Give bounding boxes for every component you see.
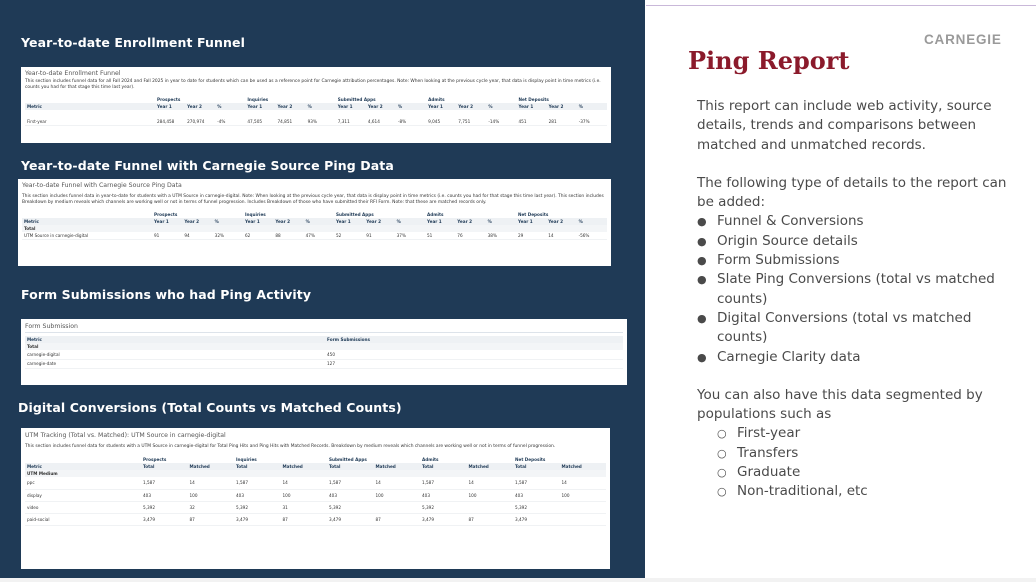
cell-value: 270,974	[185, 118, 215, 125]
details-list-item: ● Form Submissions	[697, 251, 1017, 270]
report-body	[697, 97, 1017, 502]
group-label: Submitted Apps	[329, 457, 367, 462]
group-label: Admits	[422, 457, 439, 462]
cell-value: 403	[141, 489, 188, 501]
cell-value: 100	[188, 489, 235, 501]
card-divider	[25, 332, 623, 333]
cell-value: 281	[547, 118, 577, 125]
details-intro: The following type of details to the report can be added:	[697, 174, 1007, 211]
subcol-header: Matched	[188, 463, 235, 470]
group-header-row	[22, 211, 607, 218]
cell-value	[560, 501, 607, 513]
band-row	[22, 225, 607, 232]
bottom-divider	[0, 578, 1036, 582]
cell-value: 62	[243, 232, 273, 239]
digital-conversions-table	[25, 456, 606, 526]
cell-value: 93%	[306, 118, 336, 125]
cell-value: 87	[467, 513, 514, 525]
subcol-header: Year 2	[547, 103, 577, 110]
subcol-header: %	[577, 218, 607, 225]
cell-value: 31	[281, 501, 328, 513]
details-list-item: ● Slate Ping Conversions (total vs matched counts)	[697, 270, 1017, 309]
form-submissions-header: Form Submissions	[325, 336, 623, 343]
cell-value: 5,392	[234, 501, 281, 513]
cell-value: 5,392	[420, 501, 467, 513]
group-label: Prospects	[154, 212, 178, 217]
group-spacer	[22, 211, 152, 218]
segment-list-item: ○ Transfers	[697, 444, 1017, 463]
cell-value: 3,479	[234, 513, 281, 525]
cell-value: 450	[325, 350, 623, 359]
subcol-header: Year 2	[364, 218, 394, 225]
details-list-item: ● Origin Source details	[697, 232, 1017, 251]
table-row	[25, 513, 606, 525]
ping-funnel-table	[22, 211, 607, 240]
metric-header: Metric	[22, 218, 152, 225]
cell-value: 51	[425, 232, 455, 239]
group-label: Net Deposits	[515, 457, 546, 462]
cell-value	[467, 501, 514, 513]
group-label: Admits	[426, 212, 444, 217]
subcol-header: %	[486, 218, 516, 225]
cell-value: 100	[467, 489, 514, 501]
column-header-row	[22, 218, 607, 225]
segment-list-item: ○ Graduate	[697, 463, 1017, 482]
table-row	[22, 232, 607, 239]
cell-value: 14	[467, 477, 514, 489]
row-label: video	[25, 501, 141, 513]
cell-value	[560, 513, 607, 525]
cell-value: 76	[455, 232, 485, 239]
subcol-header: Year 2	[366, 103, 396, 110]
subcol-header: %	[304, 218, 334, 225]
cell-value: 14	[281, 477, 328, 489]
ping-funnel-card	[18, 179, 611, 266]
subcol-header: Year 2	[182, 218, 212, 225]
subcol-header: %	[396, 103, 426, 110]
cell-value: 32	[188, 501, 235, 513]
subcol-header: Year 1	[425, 218, 455, 225]
cell-value	[374, 501, 421, 513]
subcol-header: Total	[327, 463, 374, 470]
section-heading-forms: Form Submissions who had Ping Activity	[21, 287, 312, 302]
subcol-header: Year 1	[155, 103, 185, 110]
subcol-header: Total	[141, 463, 188, 470]
cell-value: 403	[513, 489, 560, 501]
cell-value: 9,045	[426, 118, 456, 125]
report-intro: This report can include web activity, source details, trends and comparisons between matched and unmatched records.	[697, 98, 992, 153]
subcol-header: Year 1	[243, 218, 273, 225]
card-title: UTM Tracking (Total vs. Matched): UTM Source in carnegie-digital	[25, 432, 226, 439]
subcol-header: Year 2	[276, 103, 306, 110]
report-title: Ping Report	[688, 46, 850, 75]
cell-value: 1,587	[513, 477, 560, 489]
cell-value: 74,851	[276, 118, 306, 125]
cell-value: -8%	[396, 118, 426, 125]
subcol-header: Matched	[467, 463, 514, 470]
band-label: UTM Medium	[25, 470, 606, 477]
section-heading-ping-funnel: Year-to-date Funnel with Carnegie Source Ping Data	[21, 158, 394, 173]
cell-value: -56%	[577, 232, 607, 239]
subcol-header: %	[395, 218, 425, 225]
cell-value: 451	[517, 118, 547, 125]
subcol-header: Year 2	[185, 103, 215, 110]
cell-value: 284,458	[155, 118, 185, 125]
cell-value: 29	[516, 232, 546, 239]
cell-value: 1,587	[327, 477, 374, 489]
card-description: This section includes funnel data in year-to-date for students with a UTM Source in carnegie-digital. Note: When looking at the previous cycle year, that data is display point in time metrics (i.e. counts you had for that stage this time last year). This section includes Breakdown by medium reveals which channels are working well or not in terms of funnel progression. Includes Breakdown of those who have submitted their RFI Form. Note: that these are matched records only.	[22, 194, 604, 205]
table-row	[25, 489, 606, 501]
cell-value: 91	[364, 232, 394, 239]
subcol-header: Total	[234, 463, 281, 470]
enrollment-table	[25, 96, 607, 126]
band-row	[25, 470, 606, 477]
segment-list-item: ○ Non-traditional, etc	[697, 482, 1017, 501]
group-label: Admits	[428, 97, 445, 102]
group-label: Net Deposits	[518, 97, 549, 102]
card-title: Form Submission	[25, 323, 78, 330]
group-header-row	[25, 456, 606, 463]
cell-value: 14	[546, 232, 576, 239]
details-list-item: ● Carnegie Clarity data	[697, 348, 1017, 367]
cell-value: 7,751	[456, 118, 486, 125]
cell-value: 3,479	[513, 513, 560, 525]
column-header-row	[25, 103, 607, 110]
card-description: This section includes funnel data for all Fall 2024 and Fall 2025 in year to date for students which can be used as a reference point for Carnegie attribution percentages. Note: When looking at the previous cycle year, that data is display point in time metrics (i.e. counts you had for that stage this time last year).	[25, 79, 601, 90]
cell-value: 403	[327, 489, 374, 501]
cell-value: 52	[334, 232, 364, 239]
group-label: Prospects	[157, 97, 181, 102]
row-label: First-year	[25, 118, 155, 125]
cell-value: 87	[188, 513, 235, 525]
cell-value: 100	[374, 489, 421, 501]
group-label: Submitted Apps	[337, 97, 376, 102]
digital-conversions-card	[21, 428, 610, 569]
cell-value: -14%	[486, 118, 516, 125]
subcol-header: Total	[420, 463, 467, 470]
group-label: Submitted Apps	[335, 212, 374, 217]
table-row	[25, 118, 607, 125]
cell-value: 87	[281, 513, 328, 525]
subcol-header: %	[213, 218, 243, 225]
subcol-header: Year 1	[334, 218, 364, 225]
table-row	[25, 350, 623, 359]
cell-value: 14	[560, 477, 607, 489]
subcol-header: Year 2	[273, 218, 303, 225]
group-label: Inquiries	[247, 97, 269, 102]
cell-value: 5,392	[141, 501, 188, 513]
card-title: Year-to-date Funnel with Carnegie Source Ping Data	[22, 182, 182, 189]
cell-value: 14	[188, 477, 235, 489]
cell-value: 91	[152, 232, 182, 239]
row-label: display	[25, 489, 141, 501]
cell-value: 32%	[213, 232, 243, 239]
table-row	[25, 501, 606, 513]
group-spacer	[25, 456, 141, 463]
card-description: This section includes funnel data for students with a UTM Source in carnegie-digital for Total Ping Hits and Ping Hits with Matched Records. Breakdown by medium reveals which channels are working well or not in terms of funnel progression.	[25, 444, 556, 449]
metric-header: Metric	[25, 103, 155, 110]
subcol-header: Matched	[281, 463, 328, 470]
cell-value: 3,479	[141, 513, 188, 525]
segments-list	[697, 424, 1017, 501]
column-header-row	[25, 336, 623, 343]
band-label: Total	[25, 343, 623, 350]
subcol-header: Total	[513, 463, 560, 470]
subcol-header: Year 1	[152, 218, 182, 225]
subcol-header: %	[215, 103, 245, 110]
cell-value: 100	[560, 489, 607, 501]
cell-value: 3,479	[420, 513, 467, 525]
details-list-item: ● Funnel & Conversions	[697, 212, 1017, 231]
subcol-header: Year 1	[245, 103, 275, 110]
cell-value: 1,587	[234, 477, 281, 489]
cell-value: 88	[273, 232, 303, 239]
section-heading-enrollment: Year-to-date Enrollment Funnel	[21, 35, 245, 50]
cell-value: 38%	[486, 232, 516, 239]
band-row	[25, 343, 623, 350]
subcol-header: Matched	[374, 463, 421, 470]
form-submission-table	[25, 336, 623, 369]
cell-value: 47,505	[245, 118, 275, 125]
row-label: paid-social	[25, 513, 141, 525]
metric-header: Metric	[25, 463, 141, 470]
subcol-header: %	[306, 103, 336, 110]
subcol-header: Year 1	[517, 103, 547, 110]
cell-value: 3,479	[327, 513, 374, 525]
subcol-header: Year 1	[426, 103, 456, 110]
group-header-row	[25, 96, 607, 103]
cell-value: 14	[374, 477, 421, 489]
subcol-header: Year 2	[546, 218, 576, 225]
row-label: carnegie-digital	[25, 350, 325, 359]
details-list	[697, 212, 1017, 366]
column-header-row	[25, 463, 606, 470]
table-row	[25, 477, 606, 489]
cell-value: 5,392	[513, 501, 560, 513]
segment-list-item: ○ First-year	[697, 424, 1017, 443]
group-label: Prospects	[143, 457, 167, 462]
subcol-header: %	[486, 103, 516, 110]
cell-value: 4,614	[366, 118, 396, 125]
group-label: Inquiries	[244, 212, 266, 217]
group-label: Inquiries	[236, 457, 257, 462]
carnegie-logo: CARNEGIE	[924, 32, 1002, 47]
group-spacer	[25, 96, 155, 103]
subcol-header: Year 2	[455, 218, 485, 225]
cell-value: 87	[374, 513, 421, 525]
table-row	[25, 359, 623, 368]
cell-value: 47%	[304, 232, 334, 239]
group-label: Net Deposits	[517, 212, 549, 217]
cell-value: 94	[182, 232, 212, 239]
cell-value: -37%	[577, 118, 607, 125]
cell-value: 1,587	[420, 477, 467, 489]
cell-value: 403	[420, 489, 467, 501]
cell-value: -4%	[215, 118, 245, 125]
cell-value: 403	[234, 489, 281, 501]
cell-value: 127	[325, 359, 623, 368]
cell-value: 7,311	[336, 118, 366, 125]
subcol-header: Year 2	[456, 103, 486, 110]
details-list-item: ● Digital Conversions (total vs matched counts)	[697, 309, 1017, 348]
cell-value: 5,392	[327, 501, 374, 513]
segment-intro: You can also have this data segmented by populations such as	[697, 386, 983, 423]
subcol-header: Matched	[560, 463, 607, 470]
subcol-header: %	[577, 103, 607, 110]
subcol-header: Year 1	[516, 218, 546, 225]
enrollment-funnel-card	[21, 67, 611, 143]
card-title: Year-to-date Enrollment Funnel	[25, 70, 121, 77]
form-submission-card	[21, 319, 627, 385]
cell-value: 1,587	[141, 477, 188, 489]
cell-value: 37%	[395, 232, 425, 239]
band-label: Total	[22, 225, 607, 232]
subcol-header: Year 1	[336, 103, 366, 110]
section-heading-digital: Digital Conversions (Total Counts vs Matched Counts)	[18, 400, 402, 415]
row-label: ppc	[25, 477, 141, 489]
metric-header: Metric	[25, 336, 325, 343]
cell-value: 100	[281, 489, 328, 501]
top-accent-line	[646, 5, 1036, 6]
row-label: carnegie-date	[25, 359, 325, 368]
row-label: UTM Source in carnegie-digital	[22, 232, 152, 239]
